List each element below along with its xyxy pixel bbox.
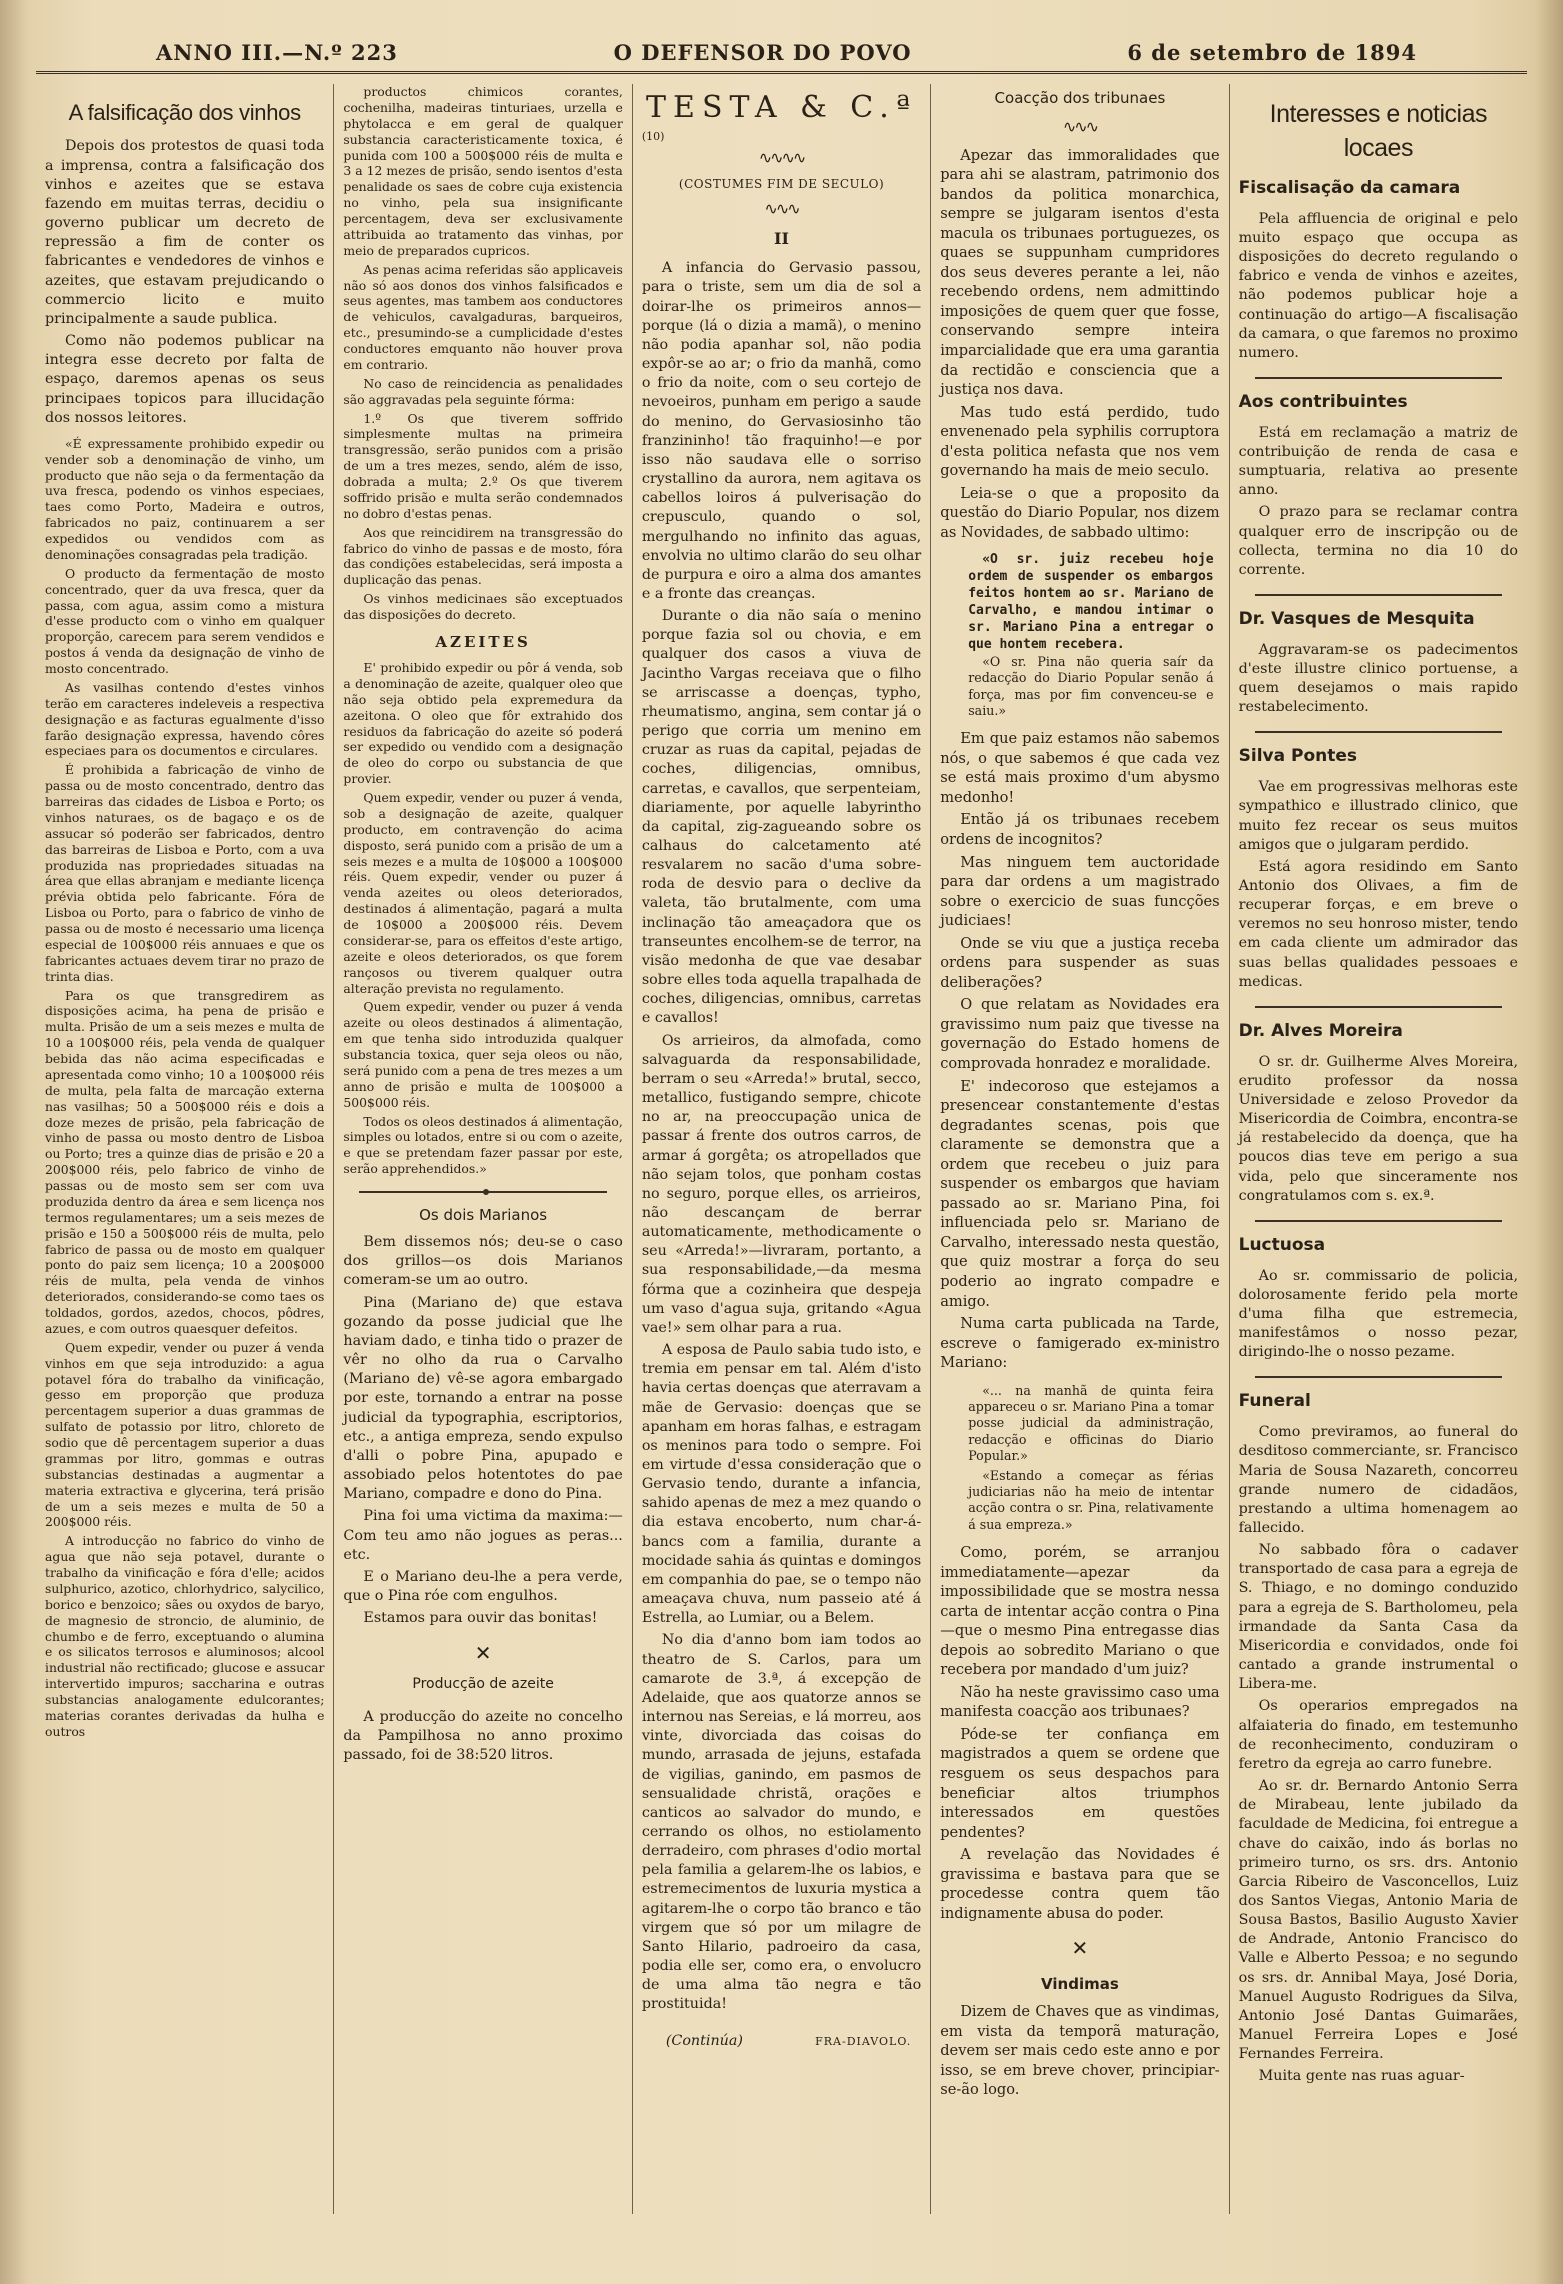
column-2 [334, 84, 632, 2214]
paragraph: E' indecoroso que estejamos a presencear constantemente d'estas degradantes scenas, pois que claramente se demonstra que a ordem que recebeu o juiz para suspender os embargos que haviam passado ao sr. Mariano Pina, foi influenciada pelo sr. Mariano de Carvalho, interessado nesta questão, que quiz mostrar a força do seu poderio ao ingrato compadre e amigo. [940, 1077, 1220, 1310]
paragraph: Quem expedir, vender ou puzer á venda vinhos em que seja introduzido: a agua potavel fóra do trabalho da vinificação, gesso em proporção que produza percentagem superior a duas grammas de sulfato de potassio por litro, chloreto de sodio que dê percentagem superior a duas grammas por litro, gommas e outras substancias destinadas a augmentar a materia extractiva e glycerina, terá prisão de um a seis mezes e multa de 50 a 200$000 réis. [45, 1339, 325, 1530]
feuilleton-title: TESTA & C.ª [646, 90, 917, 125]
article-body [45, 137, 324, 427]
section-divider [1255, 731, 1502, 733]
paragraph: Pina (Mariano de) que estava gozando da posse judicial que lhe haviam dado, e tinha tido o prazer de vêr no olho da rua o Carvalho (Mariano de) vê-se agora embargado por este, tornando a entrar na posse judicial da typographia, escriptorios, etc., a antiga empreza, sendo expulso d'alli o pobre Pina, apupado e assobiado pelos hotentotes do pae Mariano, compadre e dono do Pina. [343, 1294, 623, 1503]
news-heading: Funeral [1238, 1391, 1311, 1412]
author-signature: FRA-DIAVOLO. [815, 2034, 912, 2048]
decree-continuation [343, 84, 622, 1177]
issue-date: 6 de setembro de 1894 [1127, 40, 1417, 65]
novidades-quote [968, 552, 1213, 719]
paragraph: productos chimicos corantes, cochenilha, madeiras tinturiaes, urzella e phytolacca e em geral de qualquer substancia caracteristicamente toxica, é punida com 100 a 500$000 réis de multa e 3 a 12 mezes de prisão, sendo isentos d'esta penalidade os saes de cobre cuja existencia no vinho, pela sua insignificante percentagem, deva ser exclusivamente attribuida ao tratamento das vinhas, por meio de preparados cupricos. [343, 84, 623, 258]
section-divider [359, 1191, 606, 1193]
paragraph: Leia-se o que a proposito da questão do Diario Popular, nos dizem as Novidades, de sabbado ultimo: [940, 484, 1220, 541]
news-heading: Fiscalisação da camara [1238, 178, 1461, 198]
paragraph: 1.º Os que tiverem soffrido simplesmente multas na primeira transgressão, serão punidos com a prisão de um a tres mezes, sendo, além de isso, dobrada a multa; 2.º Os que tiverem soffrido prisão e multa serão condemnados no dobro d'estas penas. [343, 410, 623, 521]
column-5 [1230, 84, 1527, 2214]
paragraph: Mas ninguem tem auctoridade para dar ordens a um magistrado sobre o exercicio de suas funcções judiciaes! [940, 853, 1220, 930]
columns [36, 84, 1527, 2214]
paragraph: Aggravaram-se os padecimentos d'este illustre clinico portuense, a quem desejamos o mais rapido restabelecimento. [1238, 641, 1519, 716]
paragraph: É prohibida a fabricação de vinho de passa ou de mosto concentrado, dentro das barreiras das cidades de Lisboa e Porto; os vinhos naturaes, os de bagaço e os de assucar só poderão ser fabricados, dentro das barreiras de Lisboa e Porto, com a uva produzida nas propriedades situadas na área que ellas abranjam e mediante licença prévia obtida pelo fabricante. Fóra de Lisboa ou Porto, para o fabrico de vinho de passa ou de mosto é necessario uma licença especial de 100$000 réis annuaes e que os fabricantes actuaes devem tirar no prazo de trinta dias. [45, 762, 325, 984]
decree-excerpt [45, 436, 324, 1740]
tarde-quote [968, 1383, 1213, 1533]
paragraph: Muita gente nas ruas aguar- [1258, 2068, 1465, 2085]
paragraph: As penas acima referidas são applicaveis não só aos donos dos vinhos falsificados e seus agentes, mas tambem aos conductores de vehiculos, cavalgaduras, barqueiros, etc., presumindo-se a cumplicidade d'estes conductores emquanto não houver prova em contrario. [343, 261, 623, 372]
quote-tail: «O sr. Pina não queria saír da redacção do Diario Popular senão á força, mas por fim convenceu-se e saiu.» [968, 653, 1214, 718]
article-title-marianos: Os dois Marianos [419, 1206, 548, 1225]
paragraph: O producto da fermentação de mosto concentrado, quer da uva fresca, quer da passa, com agua, assim como a mistura d'esse producto com o vinho em qualquer proporção, carecem para serem vendidos e postos á venda da designação de vinho de mosto concentrado. [45, 565, 325, 677]
article-title-vindimas: Vindimas [1041, 1975, 1119, 1994]
page-edge-shadow-left [0, 0, 28, 2284]
paragraph: Como previramos, ao funeral do desditoso commerciante, sr. Francisco Maria de Sousa Nazareth, concorreu grande numero de cidadãos, prestando a ultima homenagem ao fallecido. [1238, 1424, 1519, 1537]
paragraph: O prazo para se reclamar contra qualquer erro de inscripção ou de collecta, termina no dia 10 do corrente. [1238, 504, 1519, 578]
cross-ornament-icon: ✕ [1071, 1936, 1089, 1961]
article-title-azeite: Producção de azeite [412, 1676, 554, 1693]
paragraph: Quem expedir, vender ou puzer á venda azeite ou oleos destinados á alimentação, em que tenha sido introduzida qualquer substancia toxica, quer seja oleos ou não, será punido com a pena de tres mezes a um anno de prisão e multa de 100$000 a 500$000 réis. [343, 999, 623, 1110]
paragraph: Ao sr. commissario de policia, dolorosamente ferido pela morte d'uma filha que estremecia, manifestâmos o nosso pezar, dirigindo-lhe o nosso pezame. [1238, 1267, 1519, 1361]
paragraph: Os arrieiros, da almofada, como salvaguarda da responsabilidade, berram o seu «Arreda!» brutal, secco, metallico, fustigando sempre, chicote no ar, na preoccupação unica de passar á frente dos outros carros, de armar á gorgêta; os atropellados que não sejam tolos, que ponham costas no seguro, porque elles, os arrieiros, não descançam de berrar automaticamente, methodicamente o seu «Arreda!»—livraram, portanto, a sua responsabilidade,—da mesma fórma que a cozinheira que despeja um vaso d'agua suja, gritando «Agua vae!» sem olhar para a rua. [641, 1032, 922, 1336]
paragraph: No caso de reincidencia as penalidades são aggravadas pela seguinte fórma: [343, 375, 623, 407]
paragraph: Estamos para ouvir das bonitas! [363, 1610, 598, 1627]
feuilleton-subtitle: (COSTUMES FIM DE SECULO) [678, 177, 885, 192]
paragraph: O sr. dr. Guilherme Alves Moreira, erudito professor da nossa Universidade e zeloso Provedor da Misericordia de Coimbra, encontra-se já restabelecido da doença, que ha poucos dias teve em perigo a sua vida, pelo que sinceramente nos congratulamos com s. ex.ª. [1238, 1053, 1519, 1204]
section-heading-azeites: AZEITES [435, 632, 531, 651]
paragraph: «É expressamente prohibido expedir ou vender sob a denominação de vinho, um producto que não seja o da fermentação da uva fresca, podendo os vinhos especiaes, taes como Porto, Madeira e outros, fabricados no paiz, continuarem a ser expedidos ou vendidos com as denominações consagradas pela tradição. [45, 435, 325, 562]
paragraph: Vae em progressivas melhoras este sympathico e illustrado clinico, que muito fez recear os seus muitos amigos que o julgaram perdido. [1238, 779, 1519, 853]
paragraph: Como, porém, se arranjou immediatamente—apezar da impossibilidade que se mostra nessa carta de intentar acção contra o Pina—que o mesmo Pina entregasse dias depois ao sobredito Mariano o que recebera por mandado d'um juiz? [940, 1543, 1220, 1679]
paragraph: Os operarios empregados na alfaiateria do finado, em testemunho de reconhecimento, conduziram o feretro da egreja ao carro funebre. [1238, 1698, 1519, 1772]
bold-quote: «O sr. juiz recebeu hoje ordem de suspender os embargos feitos hontem ao sr. Mariano de Carvalho, e mandou intimar o sr. Mariano Pina a entregar o que hontem recebera. [968, 552, 1214, 652]
paragraph: Para os que transgredirem as disposições acima, ha pena de prisão e multa. Prisão de um a seis mezes e multa de 10 a 100$000 réis, pela venda de qualquer bebida das não acima especificadas e apresentada como vinho; 10 a 100$000 réis de multa, pela falta de marcação externa nas vasilhas; 50 a 500$000 réis e dois a doze mezes de prisão, pela fabricação de vinho de passa ou mosto dentro de Lisboa ou Porto; tres a quinze dias de prisão e 20 a 200$000 réis, pelo fabrico de vinho de passas ou de mosto sem ser com uva produzida dentro da área e sem licença nos termos regulamentares; um a seis mezes de prisão e 150 a 500$000 réis de multa, pelo fabrico de passa ou de mosto em qualquer ponto do paiz sem licença; 10 a 200$000 réis de multa, pela venda de vinhos deteriorados, considerando-se como taes os toldados, gordos, azedos, chocos, pôdres, azues, e com outros quaesquer defeitos. [45, 987, 325, 1336]
paragraph: Pina foi uma victima da maxima:—Com teu amo não jogues as peras... etc. [343, 1508, 623, 1563]
paragraph: A introducção no fabrico do vinho de agua que não seja potavel, durante o trabalho da vinificação e fóra d'elle; acidos sulphurico, azotico, chlorhydrico, salycilico, borico e benzoico; sães ou oxydos de baryo, de magnesio de stroncio, de aluminio, de chumbo e de ferro, exceptuando o alumina e os silicatos terrosos e aluminosos; alcool industrial não rectificado; glucose e assucar intervertido impuros; saccharina e outras substancias analogamente edulcorantes; materias corantes derivadas da hulha e outros [45, 1533, 325, 1739]
paragraph: Ao sr. dr. Bernardo Antonio Serra de Mirabeau, lente jubilado da faculdade de Medicina, foi entregue a chave do caixão, indo ás borlas no primeiro turno, os srs. drs. Antonio Garcia Ribeiro de Vasconcellos, Luiz dos Santos Viegas, Antonio Maria de Sousa Bastos, Basilio Augusto Xavier de Andrade, Antonio Francisco do Valle e Alberto Pessoa; e no segundo os srs. dr. Annibal Maya, José Doria, Manuel Augusto Rodrigues da Silva, Antonio José Dantas Guimarães, Manuel Ferreira Lopes e José Fernandes Ferreira. [1238, 1778, 1519, 2063]
chapter-number: II [774, 228, 789, 248]
news-heading: Dr. Alves Moreira [1238, 1020, 1403, 1041]
column-3 [633, 84, 931, 2214]
continua-note: (Continúa) [665, 2032, 743, 2049]
paragraph: As vasilhas contendo d'estes vinhos terão em caracteres indeleveis a respectiva designação e as facturas egualmente d'isso farão designação expressa, havendo côres especiaes para os documentos e circulares. [45, 679, 325, 759]
paragraph: A infancia do Gervasio passou, para o triste, sem um dia de sol a doirar-lhe os primeiros annos—porque (lá o dizia a mamã), o menino não podia apanhar sol, não podia expôr-se ao ar; o frio da manhã, como o frio da noite, com o seu cortejo de nevoeiros, punham em perigo a saude do menino, do Gervasiosinho tão franzininho! tão fraquinho!—e por isso não saudava elle o sorriso crystallino da aurora, nem agitava os cabellos loiros á pulverisação do crepusculo, quando o sol, mergulhando no infinito das aguas, envolvia no ultimo clarão do seu olhar de purpura e oiro a alma dos amantes e a fronte das creanças. [641, 260, 922, 602]
column-1 [36, 84, 334, 2214]
paragraph: No dia d'anno bom iam todos ao theatro de S. Carlos, para um camarote de 3.ª, á excepção de Adelaide, que aos quatorze annos se internou nas Sereias, e lá morreu, aos vinte, divorciada das coisas do mundo, arrasada de jejuns, estafada de vigilias, ganindo, em pasmos de sensualidade christã, orações e canticos ao salvador do mundo, e cerrando os olhos, no estiolamento derradeiro, com phrases d'odio mortal pela familia a gelarem-lhe os labios, e estremecimentos de luxuria mystica a agitarem-lhe o corpo tão branco e tão virgem que só por um milagre de Santo Hilario, padroeiro da casa, podia elle ser, como era, o envolucro de uma alma tão negra e tão prostituida! [641, 1632, 922, 2013]
paragraph: Depois dos protestos de quasi toda a imprensa, contra a falsificação dos vinhos e azeites que se estava fazendo em muitas terras, decidiu o governo publicar um decreto de repressão a fim de conter os fabricantes e vendedores de vinhos e azeites, que estavam prejudicando o commercio licito e muito principalmente a saude publica. [45, 138, 325, 327]
news-heading: Dr. Vasques de Mesquita [1238, 609, 1475, 630]
paragraph: O que relatam as Novidades era gravissimo num paiz que tivesse na governação do Estado homens de comprovada honradez e moralidade. [940, 996, 1220, 1072]
paragraph: E o Mariano deu-lhe a pera verde, que o Pina róe com engulhos. [343, 1568, 623, 1604]
section-divider [1255, 1220, 1502, 1222]
news-heading: Silva Pontes [1238, 746, 1358, 767]
paragraph: Em que paiz estamos não sabemos nós, o que sabemos é que cada vez se está mais proximo d'um abysmo medonho! [940, 730, 1220, 806]
feuilleton-number: (10) [641, 130, 665, 144]
paragraph: E' prohibido expedir ou pôr á venda, sob a denominação de azeite, qualquer oleo que não seja obtido pela expremedura da azeitona. O oleo que fôr extrahido dos residuos da fabricação do azeite só poderá ser expedido ou vendido com a designação de oleo do corpo ou substancia de que provier. [343, 660, 623, 787]
squiggle-ornament-icon: ∿∿∿∿ [758, 147, 805, 167]
section-divider [1255, 594, 1502, 596]
paragraph: Quem expedir, vender ou puzer á venda, sob a designação de azeite, qualquer producto, em contravenção do acima disposto, será punido com a prisão de um a seis mezes e a multa de 10$000 a 100$000 réis. Quem expedir, vender ou puzer á venda azeites ou oleos deteriorados, destinados á alimentação, pagará a multa de 10$000 a 200$000 réis. Devem considerar-se, para os effeitos d'este artigo, azeite e oleos deteriorados, os que forem rançosos ou tiverem qualquer outra alteração prevista no regulamento. [343, 790, 623, 996]
column-4 [931, 84, 1229, 2214]
paragraph: Todos os oleos destinados á alimentação, simples ou lotados, entre si ou com o azeite, e que se pretendam fazer passar por este, serão apprehendidos.» [343, 1113, 623, 1177]
masthead [36, 40, 1527, 74]
paragraph: Aos que reincidirem na transgressão do fabrico do vinho de passas e de mosto, fóra das condições estabelecidas, será imposta a duplicação das penas. [343, 524, 623, 588]
paragraph: Apezar das immoralidades que para ahi se alastram, patrimonio dos bandos da politica monarchica, sempre se julgaram isentos d'esta macula os tribunaes portuguezes, os quaes se suppunham cumpridores dos seus deveres perante a lei, não recebendo ordens, nem admittindo imposições de quem quer que fosse, conservando sempre inteira imparcialidade que era uma garantia da rectidão e consciencia que a justiça nos dava. [940, 146, 1220, 399]
paragraph: A esposa de Paulo sabia tudo isto, e tremia em pensar em tal. Além d'isto havia certas doenças que aterravam a mãe de Gervasio: doenças que se apanham em horas falhas, e estragam os meninos para todo o sempre. Foi em virtude d'essa consideração que o Gervasio tendo, durante a infancia, sahido apenas de mez a mez quando o dia estava encoberto, num char-á-bancs com a familia, durante a mocidade sahia ás quintas e domingos em companhia do pae, se o tempo não ameaçava chuva, num passeio até á Estrella, ao Lumiar, ou a Belem. [641, 1342, 922, 1627]
paragraph: Dizem de Chaves que as vindimas, em vista da temporã maturação, devem ser mais cedo este anno e por isso, se em breve chover, principiar-se-ão logo. [940, 2003, 1220, 2099]
cross-ornament-icon: ✕ [474, 1641, 492, 1666]
article-title-coaccao: Coacção dos tribunaes [994, 89, 1166, 107]
news-heading: Luctuosa [1238, 1234, 1326, 1255]
section-divider [1255, 377, 1502, 379]
quote-line: «Estando a começar as férias judiciarias não ha meio de intentar acção contra o sr. Pina, relativamente á sua empreza.» [968, 1467, 1214, 1532]
section-title-noticias: Interesses e noticias locaes [1269, 100, 1488, 162]
paragraph: A producção do azeite no concelho da Pampilhosa no anno proximo passado, foi de 38:520 litros. [343, 1708, 623, 1764]
paragraph: Está em reclamação a matriz de contribuição de renda de casa e sumptuaria, relativa ao presente anno. [1238, 424, 1519, 499]
paragraph: Onde se viu que a justiça receba ordens para suspender as suas deliberações? [940, 934, 1220, 991]
squiggle-ornament-icon: ∿∿∿ [764, 199, 799, 219]
quote-line: «... na manhã de quinta feira appareceu o sr. Mariano Pina a tomar posse judicial da administração, redacção e officinas do Diario Popular.» [968, 1382, 1214, 1464]
paragraph: Durante o dia não saía o menino porque fazia sol ou chovia, e em qualquer dos casos a viuva de Jacintho Vargas receiava que o filho se arriscasse a doenças, typho, rheumatismo, angina, sem contar já o perigo que corria um menino em cruzar as ruas da capital, pejadas de coches, diligencias, omnibus, carretas, e cavallos, que serpenteiam, diariamente, por aquelle labyrintho da capital, zig-zagueando sobre os calhaus do calcetamento até resvalarem no sacão d'uma sobre-roda de desvio para o declive da valeta, tão brutalmente, com uma inclinação tão ameaçadora que os transeuntes encolhem-se de terror, na visão medonha de que vae desabar sobre elles toda aquella trapalhada de coches, diligencias, omnibus, carretas e cavallos! [641, 608, 922, 1027]
paragraph: Póde-se ter confiança em magistrados a quem se ordene que resguem os seus despachos para beneficiar altos triumphos interessados em questões pendentes? [940, 1725, 1220, 1841]
paragraph: A revelação das Novidades é gravissima e bastava para que se procedesse contra quem tão indignamente abusa do poder. [940, 1846, 1220, 1922]
paragraph: Não ha neste gravissimo caso uma manifesta coacção aos tribunaes? [940, 1683, 1220, 1721]
issue-number: ANNO III.—N.º 223 [156, 40, 398, 65]
news-heading: Aos contribuintes [1238, 392, 1408, 413]
paragraph: Está agora residindo em Santo Antonio dos Olivaes, a fim de recuperar forças, e em breve o veremos no seu honroso mister, tendo em cada cliente um admirador das suas bellas qualidades pessoaes e medicas. [1238, 858, 1519, 990]
paragraph: Mas tudo está perdido, tudo envenenado pela syphilis corruptora d'esta politica nefasta que nos vem governando ha mais de meio seculo. [940, 403, 1220, 480]
paragraph: Bem dissemos nós; deu-se o caso dos grillos—os dois Marianos comeram-se um ao outro. [343, 1234, 623, 1289]
paragraph: Como não podemos publicar na integra esse decreto por falta de espaço, daremos apenas os seus principaes topicos para illucidação dos nossos leitores. [45, 333, 325, 426]
paragraph: Os vinhos medicinaes são exceptuados das disposições do decreto. [343, 591, 623, 622]
paragraph: Numa carta publicada na Tarde, escreve o famigerado ex-ministro Mariano: [940, 1315, 1220, 1372]
paragraph: Pela affluencia de original e pelo muito espaço que occupa as disposições do decreto regulando o fabrico e venda de vinhos e azeites, não podemos publicar hoje a continuação do artigo—A fiscalisação da camara, o que faremos no proximo numero. [1238, 210, 1519, 361]
squiggle-ornament-icon: ∿∿∿ [1062, 117, 1098, 137]
page-edge-shadow-right [1535, 0, 1563, 2284]
paragraph: No sabbado fôra o cadaver transportado de casa para a egreja de S. Thiago, e no domingo conduzido para a egreja de S. Bartholomeu, pela irmandade da Santa Casa da Misericordia e convidados, onde foi cantado a grande instrumental o Libera-me. [1238, 1542, 1519, 1693]
section-divider [1255, 1006, 1502, 1008]
newspaper-title: O DEFENSOR DO POVO [613, 40, 912, 65]
article-title-falsificacao: A falsificação dos vinhos [68, 100, 301, 125]
paragraph: Então já os tribunaes recebem ordens de incognitos? [940, 811, 1220, 848]
section-divider [1255, 1376, 1502, 1378]
